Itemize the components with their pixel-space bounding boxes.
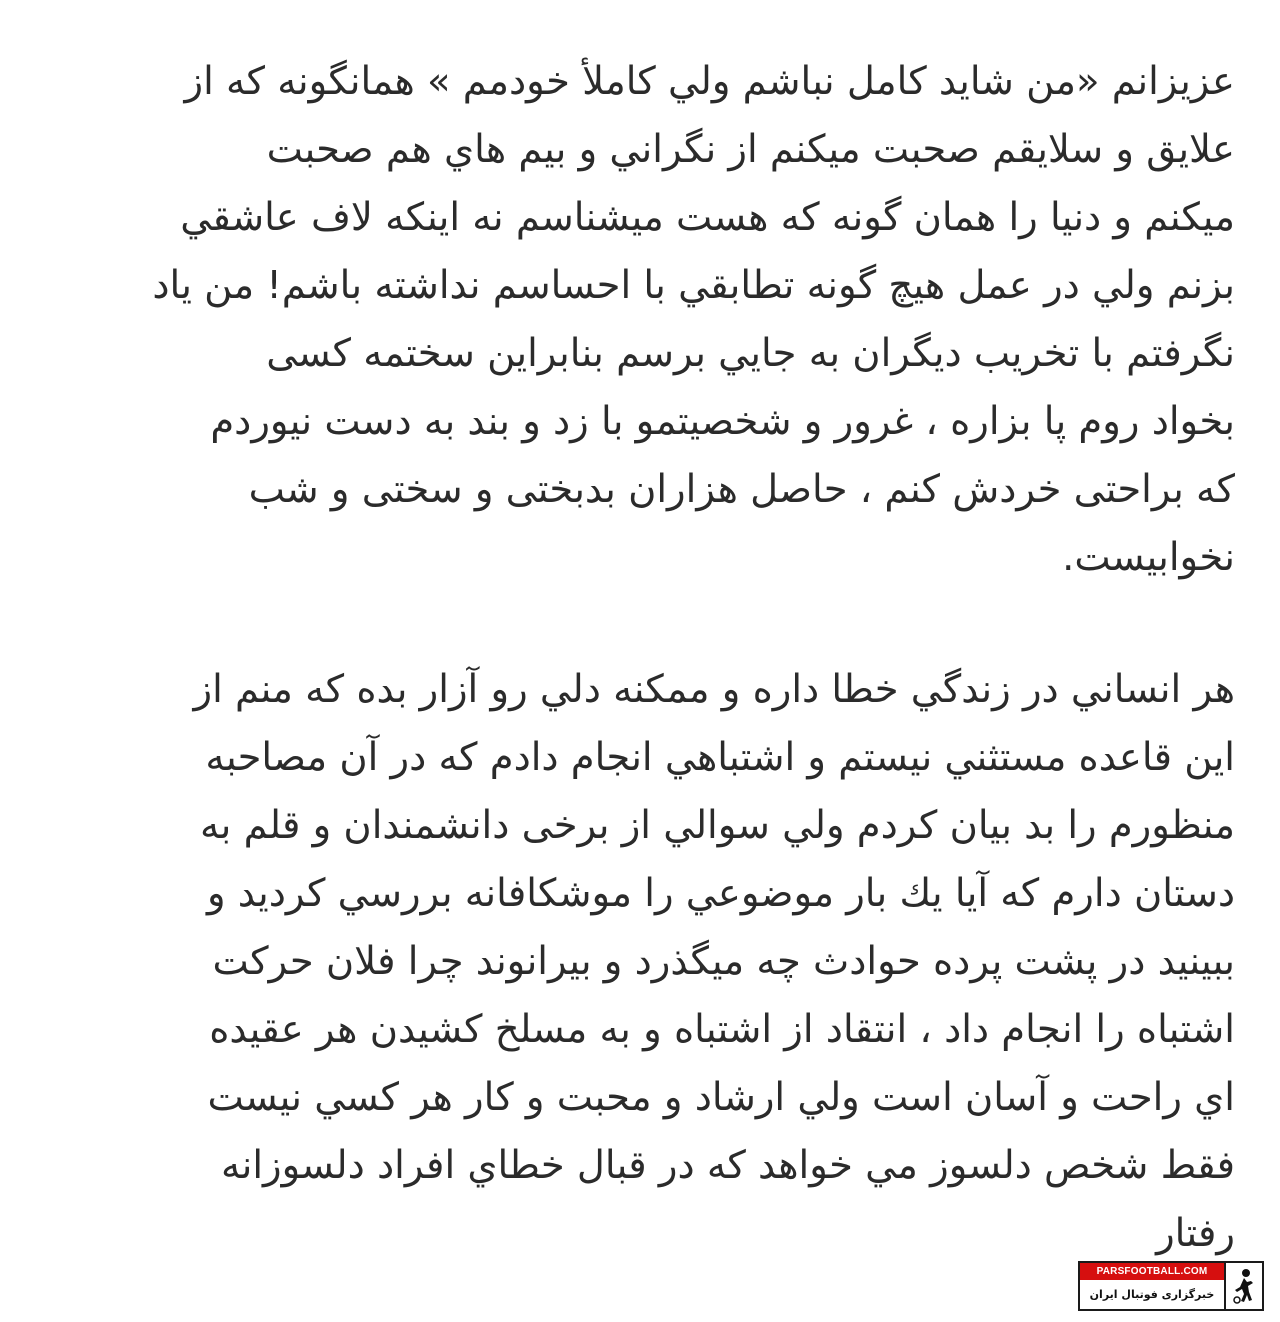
text-line: نخوابیست.: [1062, 535, 1235, 580]
paragraph-1: [40, 48, 1235, 592]
text-line: عزیزانم «من شاید کامل نباشم ولي کاملأ خودمم » همانگونه که از: [184, 59, 1235, 104]
parsfootball-watermark: [1078, 1261, 1264, 1311]
text-line: علايق و سلايقم صحبت ميکنم از نگراني و بيم هاي هم صحبت: [266, 127, 1235, 172]
text-line: ببينيد در پشت پرده حوادث چه ميگذرد و بيرانوند چرا فلان حرکت: [212, 939, 1235, 984]
footballer-logo-icon: [1224, 1263, 1262, 1309]
text-line: اي راحت و آسان است ولي ارشاد و محبت و کار هر کسي نيست: [207, 1075, 1235, 1120]
text-line: رفتار: [1156, 1211, 1235, 1256]
text-line: فقط شخص دلسوز مي خواهد که در قبال خطاي افراد دلسوزانه: [220, 1143, 1235, 1188]
paragraph-2: [40, 656, 1235, 1268]
watermark-text: [1080, 1263, 1224, 1309]
text-line: بزنم ولي در عمل هيچ گونه تطابقي با احساسم نداشته باشم! من ياد: [152, 263, 1235, 308]
text-line: بخواد روم پا بزاره ، غرور و شخصیتمو با زد و بند به دست نیوردم: [210, 399, 1235, 444]
text-line: منظورم را بد بيان کردم ولي سوالي از برخی دانشمندان و قلم به: [200, 803, 1235, 848]
watermark-site: PARSFOOTBALL.COM: [1080, 1263, 1224, 1280]
text-line: نگرفتم با تخريب ديگران به جايي برسم بنابراين سختمه کسی: [266, 331, 1235, 376]
text-line: که براحتی خردش کنم ، حاصل هزاران بدبختی و سختی و شب: [248, 467, 1235, 512]
statement-text: [40, 48, 1235, 1268]
text-line: هر انساني در زندگي خطا داره و ممکنه دلي رو آزار بده که منم از: [193, 667, 1235, 712]
text-line: ميکنم و دنيا را همان گونه که هست ميشناسم نه اينکه لاف عاشقي: [180, 195, 1235, 240]
text-line: اشتباه را انجام داد ، انتقاد از اشتباه و به مسلخ کشيدن هر عقيده: [209, 1007, 1235, 1052]
watermark-label: خبرگزاری فوتبال ایران: [1089, 1288, 1215, 1301]
text-line: اين قاعده مستثني نيستم و اشتباهي انجام دادم که در آن مصاحبه: [205, 735, 1235, 780]
text-line: دستان دارم که آيا يك بار موضوعي را موشکافانه بررسي کرديد و: [206, 871, 1235, 916]
